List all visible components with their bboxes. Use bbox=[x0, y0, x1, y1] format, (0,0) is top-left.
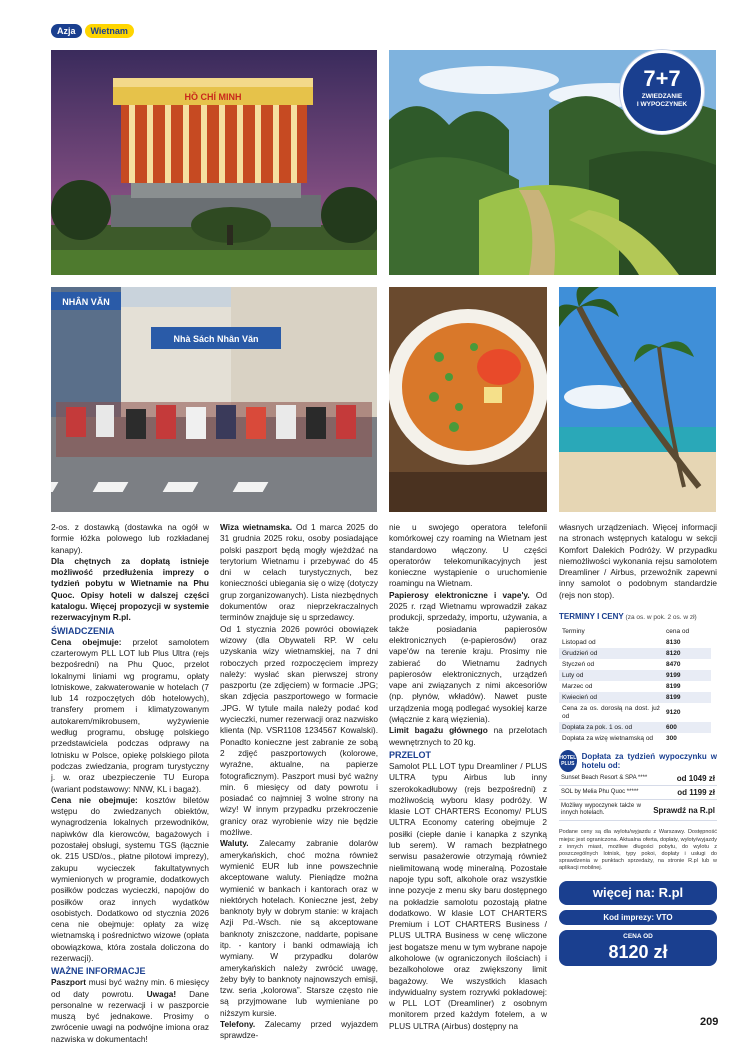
table-row bbox=[559, 722, 711, 733]
label-telefony: Telefony. bbox=[220, 1019, 256, 1030]
text-column-3 bbox=[389, 522, 547, 1032]
price-term: Luty od bbox=[559, 670, 663, 681]
prices-subtitle: (za os. w pok. 2 os. w zł) bbox=[623, 614, 697, 622]
col3-papierosy bbox=[389, 590, 547, 726]
price-from-label: CENA OD bbox=[623, 932, 653, 940]
prices-header-val: cena od bbox=[663, 626, 711, 637]
heading-przelot: PRZELOT bbox=[389, 749, 431, 760]
col3-limit bbox=[389, 725, 547, 748]
col2-waluty bbox=[220, 838, 378, 1019]
tour-code-badge: Kod imprezy: VTO bbox=[559, 910, 717, 925]
col1-cena-nie bbox=[51, 795, 209, 964]
text-cena-nie: kosztów biletów wstępu do zwiedzanych obiektów, wynagrodzenia lokalnych przewodników, napiwków dla kierowców, bagażowych i pozostałej obsługi, systemu TGS (łącznie ok. 215 USD/os., płatne pilotowi imprezy), zakupu wycieczek fakultatywnych wymienionych w programie, dodatkowych posiłków podczas wycieczki, napojów do posiłków oraz innych wydatków osobistych. Dodatkowo od stycznia 2026 cena nie obejmuje: opłaty za wizę wietnamską i pośrednictwo wizowe (opłata obowiązkowa, która zostala doliczona do rezerwacji). bbox=[51, 794, 209, 963]
prices-title: TERMINY I CENY bbox=[559, 612, 624, 622]
price-value: 9120 bbox=[666, 708, 681, 716]
col1-p1: 2-os. z dostawką (dostawka na ogół w formie łóżka polowego lub rozkładanej kanapy). bbox=[51, 522, 209, 555]
street-sign: Nhà Sách Nhân Văn bbox=[173, 334, 259, 344]
price-term: Dopłata za wizę wietnamską od bbox=[562, 734, 654, 742]
badge-title: 7+7 bbox=[643, 66, 681, 91]
badge-line2: I WYPOCZYNEK bbox=[636, 101, 688, 108]
hotel-name: SOL by Melia Phu Quoc ***** bbox=[561, 789, 639, 796]
text-cena-obejmuje: przelot samolotem czarterowym PLL LOT lub Plus Ultra (rejs bezpośredni) na Phu Quoc, przelot lokalnymi liniami wg programu, opłaty lotniskowe, zakwaterowanie w hotelach (7 lub 14 rozpoczętych dób hotelowych), transfery promem i klimatyzowanym autokarem/mikrobusem, wyżywienie według programu, obsługę polskiego przedstawiciela podczas odprawy na lotnisku w Polsce, opiekę polskiego pilota podczas zwiedzania, program turystyczny j. w. oraz ubezpieczenie TU Europa (wariant podstawowy: NNW, KL i bagaż). bbox=[51, 636, 210, 794]
photo-beach-palm bbox=[559, 287, 716, 512]
hotel-row bbox=[559, 800, 717, 821]
table-row bbox=[559, 659, 711, 670]
price-term: Marzec od bbox=[562, 682, 593, 690]
text-column-2 bbox=[220, 522, 378, 1042]
label-wiza: Wiza wietnamska. bbox=[220, 522, 293, 532]
price-term: Dopłata za pok. 1 os. od bbox=[559, 722, 663, 733]
text-limit: na przelotach wewnętrznych to 20 kg. bbox=[389, 725, 547, 747]
hotel-price: od 1199 zł bbox=[677, 788, 715, 798]
hotel-row bbox=[559, 772, 717, 786]
prices-table bbox=[559, 626, 711, 744]
label-uwaga: Uwaga! bbox=[146, 988, 177, 999]
heading-wazne: WAŻNE INFORMACJE bbox=[51, 966, 146, 977]
price-term: Grudzień od bbox=[559, 648, 663, 659]
price-value: 8199 bbox=[666, 682, 681, 690]
region-tag: Azja bbox=[51, 24, 82, 38]
price-from-box bbox=[559, 930, 717, 966]
text-uwaga: Dane personalne w rezerwacji i w paszporcie muszą być jednakowe. Prosimy o zwrócenie uwagi na podwójne imiona oraz nazwiska w dokumentach! bbox=[51, 988, 209, 1044]
hotel-plus-icon: HOTEL PLUS bbox=[559, 750, 577, 772]
label-cena-nie: Cena nie obejmuje: bbox=[51, 794, 138, 805]
text-telefony: Zalecamy przed wyjazdem sprawdze- bbox=[220, 1019, 378, 1041]
price-term: Listopad od bbox=[562, 638, 596, 646]
label-paszport: Paszport bbox=[51, 977, 87, 988]
price-term: Cena za os. dorosłą na dost. już od bbox=[562, 704, 660, 720]
photo-mausoleum bbox=[51, 50, 377, 275]
heading-swiadczenia: ŚWIADCZENIA bbox=[51, 625, 115, 636]
text-column-1 bbox=[51, 522, 209, 1045]
hotel-supplement-title: Dopłata za tydzień wypoczynku w hotelu od: bbox=[581, 752, 717, 771]
prices-heading bbox=[559, 611, 717, 623]
tour-type-badge bbox=[620, 50, 704, 134]
hotel-price: Sprawdź na R.pl bbox=[653, 805, 715, 815]
table-row bbox=[559, 648, 711, 659]
hotel-name: Sunset Beach Resort & SPA **** bbox=[561, 775, 648, 782]
mausoleum-sign: HỒ CHÍ MINH bbox=[184, 92, 242, 102]
text-wiza: Od 1 marca 2025 do 31 grudnia 2025 roku, osoby posiadające polski paszport będą mogły wjeżdżać na terytorium Wietnamu i przebywać do 45 dni w celach turystycznych, bez konieczności ubiegania się o wizę (dotyczy grup zorganizowanych). Lista niezbędnych dokumentów oraz nieprzekraczalnych terminów znajduje się u sprzedawcy. bbox=[220, 522, 378, 623]
label-waluty: Waluty. bbox=[220, 838, 249, 849]
price-value: 8470 bbox=[666, 660, 681, 668]
price-from-value: 8120 zł bbox=[608, 941, 668, 962]
breadcrumb-tags bbox=[51, 24, 134, 38]
table-row bbox=[559, 681, 711, 692]
col1-paszport bbox=[51, 977, 209, 1045]
text-papierosy: Od 2025 r. rząd Wietnamu wprowadził zakaz produkcji, sprzedaży, importu, używania, a także posiadania papierosów elektronicznych (e-papierosów) oraz vape'ów na terenie kraju. Prosimy nie zabierać do Wietnamu żadnych papierosów elektronicznych, urządzeń vape ani związanych z nimi akcesoriów (np. płynów, wkładów). Nawet puste urządzenia mogą podlegać wysokiej karze (włącznie z karą więzienia). bbox=[389, 589, 547, 725]
page-number: 209 bbox=[700, 1016, 719, 1028]
table-row bbox=[559, 733, 711, 744]
col3-przelot: Samolot PLL LOT typu Dreamliner / PLUS ULTRA typu Airbus lub inny szerokokadłubowy (rejs bezpośredni) z możliwością wyboru klasy podróży. W klasie LOT CHARTERS Economy/ PLUS ULTRA Economy catering obejmuje 2 posiłki (ciepłe danie i kanapka z szynką lub serem). W ramach bezpłatnego serwisu pasażerowie otrzymają również nielimitowaną wodę mineralną. Pozostałe napoje typu soft, alkohole oraz wszystkie inne pozycje z menu sky baru dostępnego na pokładzie samolotu pozostają płatne dodatkowo. W klasie LOT CHARTERS Premium i LOT CHARTERS Business / PLUS ULTRA Business w cenę wliczone jest bogatsze menu w tym wybrane napoje alkoholowe (w ograniczonych ilościach) i bezalkoholowe oraz zwiększony limit bagażowy. We wszystkich klasach indywidualny system rozrywki pokładowej: w PLL LOT (Dreamliner) z osobnym monitorem przed każdym fotelem, a w PLUS ULTRA (Airbus) dostępny na bbox=[389, 760, 547, 1031]
table-row bbox=[559, 670, 711, 681]
col1-extension: Dla chętnych za dopłatą istnieje możliwość przedłużenia imprezy o tydzień pobytu w Wietnamie na Phu Quoc. Opisy hoteli w dalszej części katalogu. Więcej propozycji w systemie rezerwacyjnym R.pl. bbox=[51, 555, 209, 623]
hotel-price: od 1049 zł bbox=[676, 774, 715, 784]
price-value: 8120 bbox=[663, 648, 711, 659]
col4-p1: własnych urządzeniach. Więcej informacji na stronach wstępnych katalogu w sekcji Komfort Dalekich Podróży. W przypadku niemożliwości wykonania rejsu samolotem Dreamliner / Airbus, przewoźnik zapewni inny samolot o podobnym standardzie (rejs non stop). bbox=[559, 522, 717, 600]
prices-header-term: Terminy bbox=[559, 626, 663, 637]
label-papierosy: Papierosy elektroniczne i vape'y. bbox=[389, 589, 530, 600]
col2-p2: Od 1 stycznia 2026 powróci obowiązek wizowy (dla Obywateli RP. W celu uzyskania wizy wietnamskiej, na 7 dni roboczych przed rozpoczęciem imprezy należy: wysłać skan pierwszej strony paszportu (ze zdjęciem) w formacie .JPG; skan zdjęcia paszportowego w formacie .JPG. W tytule maila należy podać kod wycieczki, numer rezerwacji oraz nazwisko klienta (Np. VSR1108 1234567 Kowalski). Ponadto konieczne jest zabranie ze sobą 2 zdjęć paszportowych (kolorowe, wyraźne, aktualne, na papierze fotograficznym). Paszport musi być ważny min. 6 miesięcy od daty powrotu i posiadać co najmniej 3 wolne strony na wizy! W innym przypadku przekroczenie granicy oraz wyrobienie wizy nie będzie możliwe. bbox=[220, 623, 378, 838]
price-term: Kwiecień od bbox=[559, 692, 663, 703]
price-value: 9199 bbox=[663, 670, 711, 681]
price-term: Styczeń od bbox=[562, 660, 595, 668]
badge-line1: ZWIEDZANIE bbox=[641, 93, 683, 100]
price-value: 600 bbox=[663, 722, 711, 733]
price-value: 8199 bbox=[663, 692, 711, 703]
price-value: 300 bbox=[666, 734, 677, 742]
table-row bbox=[559, 703, 711, 722]
price-footnote: Podane ceny są dla wylotu/wyjazdu z Warszawy. Dostępność miejsc jest ograniczona. Aktualna oferta, dopłaty, wyloty/wyjazdy z innych miast, możliwe długości pobytu, do wylotu z poszczególnych lotnisk, typy pokoi, dopłaty i usługi do sprawdzenia w punktach sprzedaży, na stronie R.pl lub w aplikacji mobilnej. bbox=[559, 829, 717, 872]
photo-noodle-soup bbox=[389, 287, 547, 512]
table-row bbox=[559, 637, 711, 648]
col1-cena-obejmuje bbox=[51, 637, 209, 795]
text-paszport: musi być ważny min. 6 miesięcy od daty powrotu. bbox=[51, 977, 209, 999]
hotel-name: Możliwy wypoczynek także w innych hotelach. bbox=[561, 803, 641, 817]
col3-p1: nie u swojego operatora telefonii komórkowej czy roaming na Wietnam jest standardowo włączony. U części operatorów telekomunikacyjnych jest konieczne wystąpienie o uruchomienie roamingu na Wietnam. bbox=[389, 522, 547, 589]
col2-wiza bbox=[220, 522, 378, 624]
text-column-4 bbox=[559, 522, 717, 966]
photo-street-scooters bbox=[51, 287, 377, 512]
label-cena-obejmuje: Cena obejmuje: bbox=[51, 636, 122, 647]
hotel-supplement-header bbox=[559, 750, 717, 772]
hotel-row bbox=[559, 786, 717, 800]
street-sign-left: NHÂN VĂN bbox=[62, 297, 110, 307]
price-value: 8130 bbox=[666, 638, 681, 646]
prices-header-row bbox=[559, 626, 711, 637]
col2-telefony bbox=[220, 1019, 378, 1042]
table-row bbox=[559, 692, 711, 703]
text-waluty: Zalecamy zabranie dolarów amerykańskich, choć można również wymienić EUR lub inne powszechnie akceptowane waluty. Pieniądze można wymienić w bankach i kantorach oraz w niektórych hotelach. Konieczne jest, żeby banknoty były w dobrym stanie: w krajach Azji Pd.-Wsch. nie są akceptowane banknoty zniszczone, naddarte, popisane itp. - kantory i banki odmawiają ich wymiany. W przypadku dolarów amerykańskich należy zwrócić uwagę, żeby były to banknoty najnowszych emisji, tzw. seria „kolorowa”. Starsze często nie są przyjmowane lub wymieniane po niższym kursie. bbox=[220, 838, 378, 1018]
country-tag: Wietnam bbox=[85, 24, 134, 38]
more-on-rpl-button[interactable]: więcej na: R.pl bbox=[559, 881, 717, 905]
label-limit: Limit bagażu głównego bbox=[389, 725, 488, 736]
